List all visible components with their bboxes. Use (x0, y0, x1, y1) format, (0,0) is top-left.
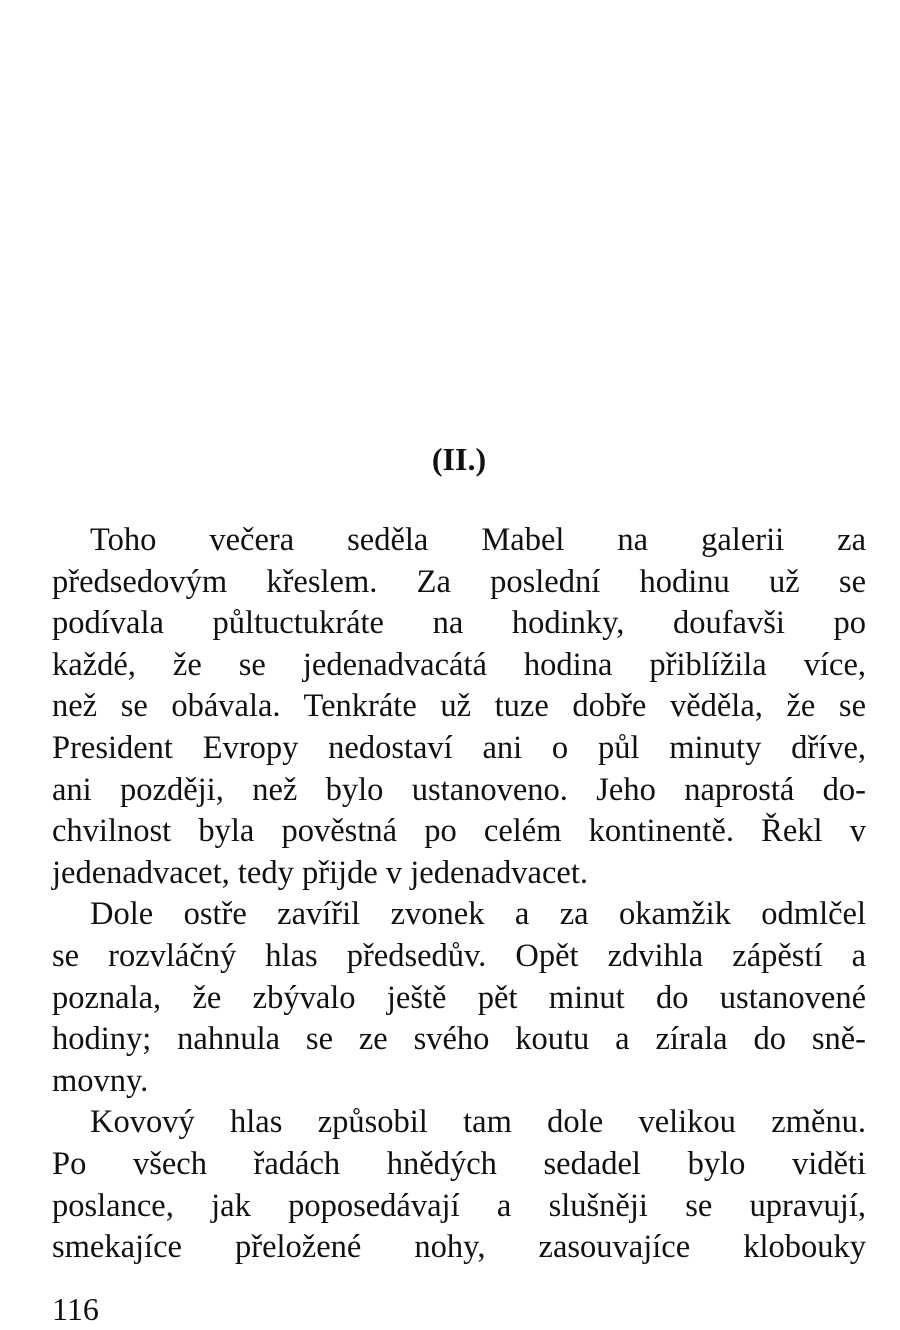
text-line: každé, že se jedenadvacátá hodina přiblížila více, (52, 646, 866, 683)
text-line: jedenadvacet, tedy přijde v jedenadvacet. (52, 854, 588, 891)
text-line: hodiny; nahnula se ze svého koutu a zírala do sně- (52, 1021, 866, 1058)
text-line: ani později, než bylo ustanoveno. Jeho naprostá do- (52, 771, 866, 808)
page-number: 116 (52, 1291, 99, 1327)
text-line: chvilnost byla pověstná po celém kontinentě. Řekl v (52, 813, 866, 850)
body-text (52, 520, 866, 1269)
text-line: poslance, jak poposedávají a slušněji se upravují, (52, 1187, 866, 1224)
text-line: Dole ostře zavířil zvonek a za okamžik odmlčel (90, 896, 866, 933)
text-line: než se obávala. Tenkráte už tuze dobře věděla, že se (52, 688, 866, 725)
text-line: President Evropy nedostaví ani o půl minuty dříve, (52, 729, 866, 766)
paragraph-2 (52, 894, 866, 1102)
text-line: Kovový hlas způsobil tam dole velikou změnu. (90, 1104, 866, 1141)
text-line: předsedovým křeslem. Za poslední hodinu už se (52, 563, 866, 600)
paragraph-1 (52, 520, 866, 894)
paragraph-3 (52, 1102, 866, 1268)
text-line: se rozvláčný hlas předsedův. Opět zdvihla zápěstí a (52, 937, 866, 974)
text-line: podívala půltuctukráte na hodinky, doufavši po (52, 605, 866, 642)
text-line: poznala, že zbývalo ještě pět minut do ustanovené (52, 979, 866, 1016)
text-line: smekajíce přeložené nohy, zasouvajíce klobouky (52, 1229, 866, 1266)
chapter-heading: (II.) (431, 441, 487, 477)
text-line: movny. (52, 1062, 149, 1099)
text-line: Po všech řadách hnědých sedadel bylo viděti (52, 1145, 866, 1182)
text-line: Toho večera seděla Mabel na galerii za (90, 522, 866, 558)
